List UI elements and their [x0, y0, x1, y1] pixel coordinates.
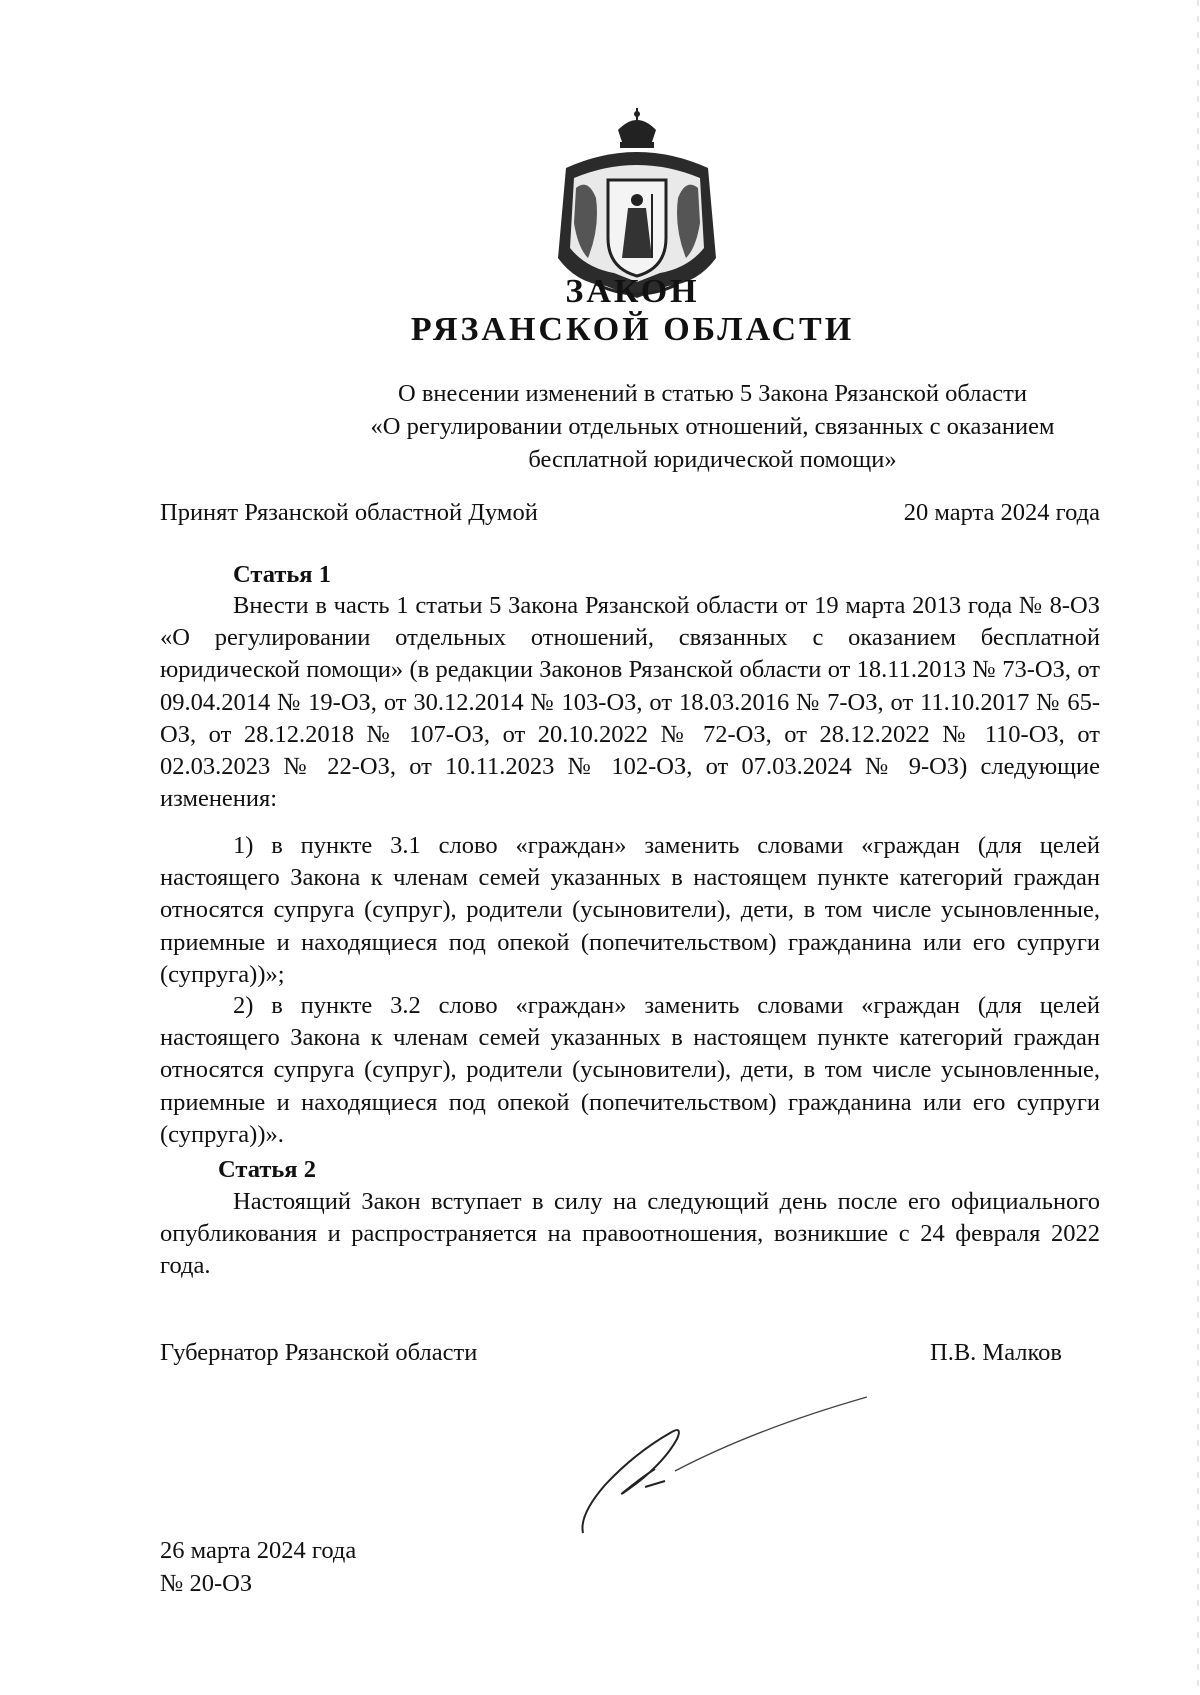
- article-1-item-2: 2) в пункте 3.2 слово «граждан» заменить словами «граждан (для целей настоящего Закона к членам семей указанных в настоящем пункте категорий граждан относятся супруга (супруг), родители (усыновители), дети, в том числе усыновленные, приемные и находящиеся под опекой (попечительством) гражданина или его супруги (супруга))».: [160, 992, 1100, 1148]
- law-title: ЗАКОН: [565, 273, 700, 310]
- handwritten-signature: [575, 1395, 875, 1545]
- article-1-intro: Внести в часть 1 статьи 5 Закона Рязанской области от 19 марта 2013 года № 8-ОЗ «О регулировании отдельных отношений, связанных с оказанием бесплатной юридической помощи» (в редакции Законов Рязанской области от 18.11.2013 № 73-ОЗ, от 09.04.2014 № 19-ОЗ, от 30.12.2014 № 103-ОЗ, от 18.03.2016 № 7-ОЗ, от 11.10.2017 № 65-ОЗ, от 28.12.2018 № 107-ОЗ, от 20.10.2022 № 72-ОЗ, от 28.12.2022 № 110-ОЗ, от 02.03.2023 № 22-ОЗ, от 10.11.2023 № 102-ОЗ, от 07.03.2024 № 9-ОЗ) следующие изменения:: [160, 592, 1100, 813]
- region-title: РЯЗАНСКОЙ ОБЛАСТИ: [410, 311, 855, 348]
- article-2-text: Настоящий Закон вступает в силу на следующий день после его официального опубликования и распространяется на правоотношения, возникшие с 24 февраля 2022 года.: [160, 1188, 1100, 1280]
- law-subject-line-2: «О регулировании отдельных отношений, связанных с оказанием: [370, 413, 1055, 440]
- signing-date: 26 марта 2024 года: [160, 1537, 357, 1564]
- adopted-by: Принят Рязанской областной Думой: [160, 499, 538, 526]
- law-subject-line-3: бесплатной юридической помощи»: [528, 446, 897, 473]
- adoption-date: 20 марта 2024 года: [903, 499, 1100, 526]
- adoption-row: [160, 496, 1100, 529]
- law-subject-line-1: О внесении изменений в статью 5 Закона Рязанской области: [398, 380, 1027, 407]
- article-2-heading: Статья 2: [218, 1156, 316, 1183]
- scan-edge-mark: [1196, 0, 1200, 1695]
- article-1-heading: Статья 1: [233, 561, 331, 588]
- article-1-item-1: 1) в пункте 3.1 слово «граждан» заменить словами «граждан (для целей настоящего Закона к членам семей указанных в настоящем пункте категорий граждан относятся супруга (супруг), родители (усыновители), дети, в том числе усыновленные, приемные и находящиеся под опекой (попечительством) гражданина или его супруги (супруга))»;: [160, 832, 1100, 988]
- governor-title: Губернатор Рязанской области: [160, 1339, 478, 1366]
- law-number: № 20-ОЗ: [160, 1570, 253, 1597]
- governor-name: П.В. Малков: [930, 1339, 1062, 1366]
